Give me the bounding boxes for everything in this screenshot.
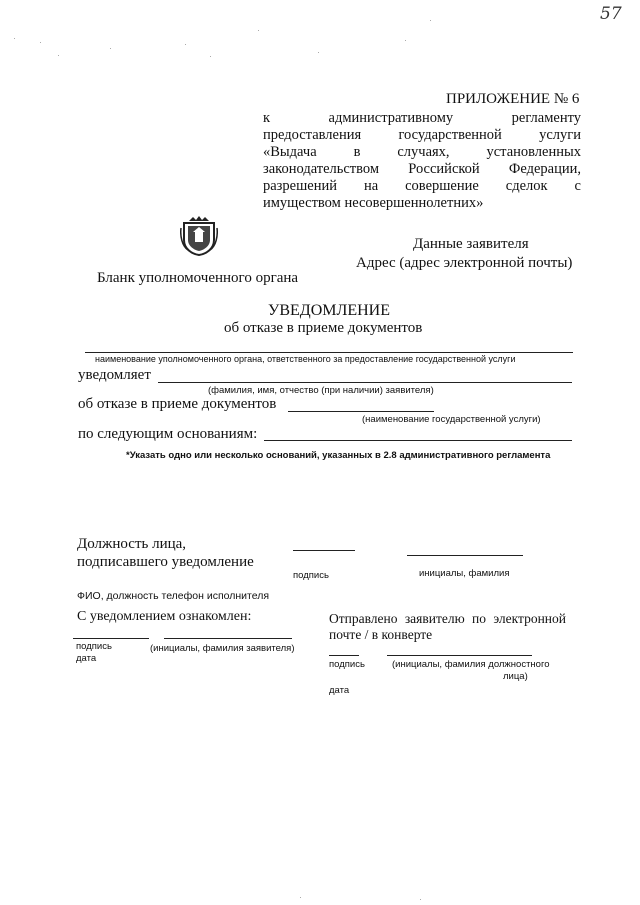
notifies-label: уведомляет xyxy=(78,367,151,383)
document-subtitle: об отказе в приеме документов xyxy=(224,320,423,336)
position-signature-caption: подпись xyxy=(293,570,329,581)
appendix-title: ПРИЛОЖЕНИЕ № 6 xyxy=(446,91,580,107)
sent-initials-caption-1: (инициалы, фамилия должностного xyxy=(392,659,550,670)
executor-label: ФИО, должность телефон исполнителя xyxy=(77,590,270,602)
authority-caption: наименование уполномоченного органа, ответственного за предоставление государственной услуги xyxy=(95,354,516,364)
service-line xyxy=(288,411,434,412)
grounds-line xyxy=(264,440,572,441)
acquainted-label: С уведомлением ознакомлен: xyxy=(77,609,252,624)
acquainted-initials-caption: (инициалы, фамилия заявителя) xyxy=(150,643,295,654)
applicant-line xyxy=(158,382,572,383)
sent-initials-line xyxy=(387,655,532,656)
position-label-2: подписавшего уведомление xyxy=(77,554,254,570)
refusal-label: об отказе в приеме документов xyxy=(78,396,277,412)
acquainted-date-caption: дата xyxy=(76,653,97,664)
authority-line xyxy=(85,352,573,353)
sent-initials-caption-2: лица) xyxy=(503,671,528,682)
appendix-text: к административному регламенту предоставления государственной услуги «Выдача в случаях, установленных законодательством Российской Федерации, разрешений на совершение сделок с имуществом несовершеннолетних» xyxy=(263,110,581,211)
coat-of-arms-icon xyxy=(180,216,218,256)
position-signature-line xyxy=(293,550,355,551)
applicant-data-label: Данные заявителя xyxy=(413,236,529,252)
sent-text: Отправлено заявителю по электронной почте / в конверте xyxy=(329,611,566,642)
acquainted-initials-line xyxy=(164,638,292,639)
address-label: Адрес (адрес электронной почты) xyxy=(356,255,573,271)
sent-signature-line xyxy=(329,655,359,656)
sent-signature-caption: подпись xyxy=(329,659,365,670)
authority-blank-label: Бланк уполномоченного органа xyxy=(97,270,299,286)
position-initials-line xyxy=(407,555,523,556)
grounds-note: *Указать одно или несколько оснований, указанных в 2.8 административного регламента xyxy=(126,450,551,461)
applicant-caption: (фамилия, имя, отчество (при наличии) заявителя) xyxy=(208,385,434,396)
grounds-label: по следующим основаниям: xyxy=(78,426,258,442)
acquainted-signature-line xyxy=(73,638,149,639)
document-title: УВЕДОМЛЕНИЕ xyxy=(268,302,390,319)
sent-date-caption: дата xyxy=(329,685,350,696)
position-initials-caption: инициалы, фамилия xyxy=(419,568,510,579)
page-number: 57 xyxy=(600,4,622,24)
acquainted-signature-caption: подпись xyxy=(76,641,112,652)
service-caption: (наименование государственной услуги) xyxy=(362,414,541,425)
position-label-1: Должность лица, xyxy=(77,536,187,552)
